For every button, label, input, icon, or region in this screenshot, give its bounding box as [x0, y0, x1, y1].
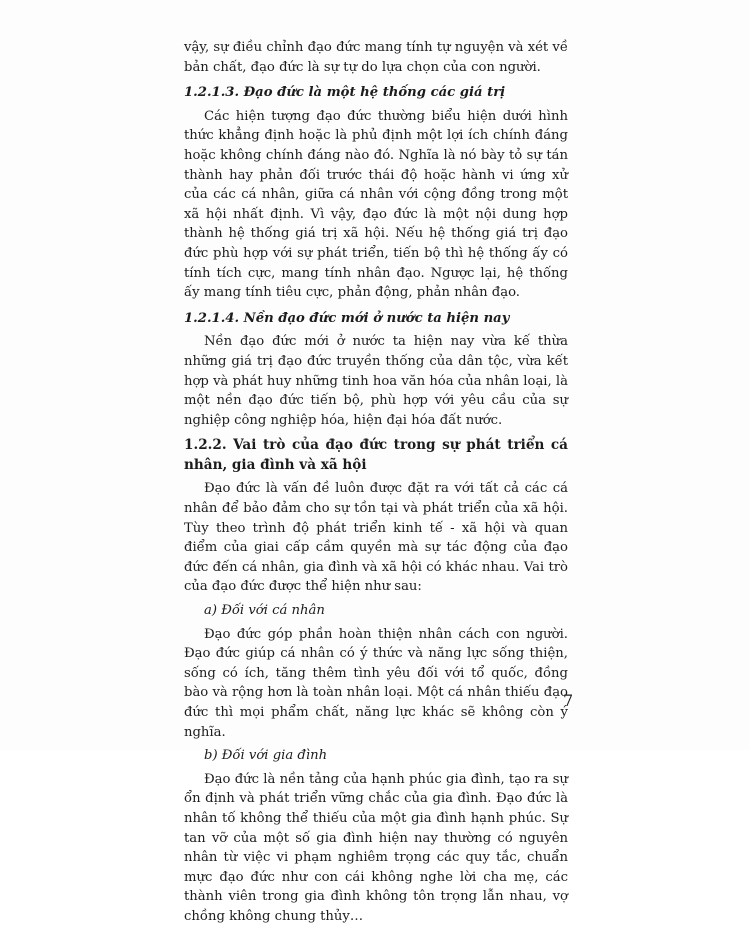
page-text — [184, 38, 568, 927]
paragraph-individual: Đạo đức góp phần hoàn thiện nhân cách con người. Đạo đức giúp cá nhân có ý thức và năng lực sống thiện, sống có ích, tăng thêm tình yêu đối với tổ quốc, đồng bào và rộng hơn là toàn nhân loại. Một cá nhân thiếu đạo đức thì mọi phẩm chất, năng lực khác sẽ không còn ý nghĩa. — [184, 626, 568, 740]
subheading-value-system: 1.2.1.3. Đạo đức là một hệ thống các giá trị — [184, 85, 506, 101]
item-heading-family: b) Đối với gia đình — [204, 748, 328, 764]
subheading-new-morality: 1.2.1.4. Nền đạo đức mới ở nước ta hiện nay — [184, 310, 510, 326]
paragraph-value-system: Các hiện tượng đạo đức thường biểu hiện dưới hình thức khẳng định hoặc là phủ định một lợi ích chính đáng hoặc không chính đáng nào đó. Nghĩa là nó bày tỏ sự tán thành hay phản đối trước thái độ hoặc hành vi ứng xử của các cá nhân, giữa cá nhân với cộng đồng trong một xã hội nhất định. Vì vậy, đạo đức là một nội dung hợp thành hệ thống giá trị xã hội. Nếu hệ thống giá trị đạo đức phù hợp với sự phát triển, tiến bộ thì hệ thống ấy có tính tích cực, mang tính nhân đạo. Ngược lại, hệ thống ấy mang tính tiêu cực, phản động, phản nhân đạo. — [184, 108, 568, 301]
paragraph-new-morality: Nền đạo đức mới ở nước ta hiện nay vừa kế thừa những giá trị đạo đức truyền thống của dân tộc, vừa kết hợp và phát huy những tinh hoa văn hóa của nhân loại, là một nền đạo đức tiến bộ, phù hợp với yêu cầu của sự nghiệp công nghiệp hóa, hiện đại hóa đất nước. — [184, 334, 568, 428]
section-heading-role-of-ethics: 1.2.2. Vai trò của đạo đức trong sự phát triển cá nhân, gia đình và xã hội — [184, 437, 568, 473]
paragraph-family: Đạo đức là nền tảng của hạnh phúc gia đình, tạo ra sự ổn định và phát triển vững chắc của gia đình. Đạo đức là nhân tố không thể thiếu của một gia đình hạnh phúc. Sự tan vỡ của một số gia đình hiện nay thường có nguyên nhân từ việc vi phạm nghiêm trọng các quy tắc, chuẩn mực đạo đức như con cái không nghe lời cha mẹ, các thành viên trong gia đình không tôn trọng lẫn nhau, vợ chồng không chung thủy… — [184, 771, 568, 924]
item-heading-individual: a) Đối với cá nhân — [204, 603, 325, 619]
page-number: 7 — [563, 691, 574, 710]
paragraph-continuation: vậy, sự điều chỉnh đạo đức mang tính tự nguyện và xét về bản chất, đạo đức là sự tự do lựa chọn của con người. — [184, 40, 568, 75]
paragraph-role-intro: Đạo đức là vấn đề luôn được đặt ra với tất cả các cá nhân để bảo đảm cho sự tồn tại và phát triển của xã hội. Tùy theo trình độ phát triển kinh tế - xã hội và quan điểm của giai cấp cầm quyền mà sự tác động của đạo đức đến cá nhân, gia đình và xã hội có khác nhau. Vai trò của đạo đức được thể hiện như sau: — [184, 481, 568, 595]
